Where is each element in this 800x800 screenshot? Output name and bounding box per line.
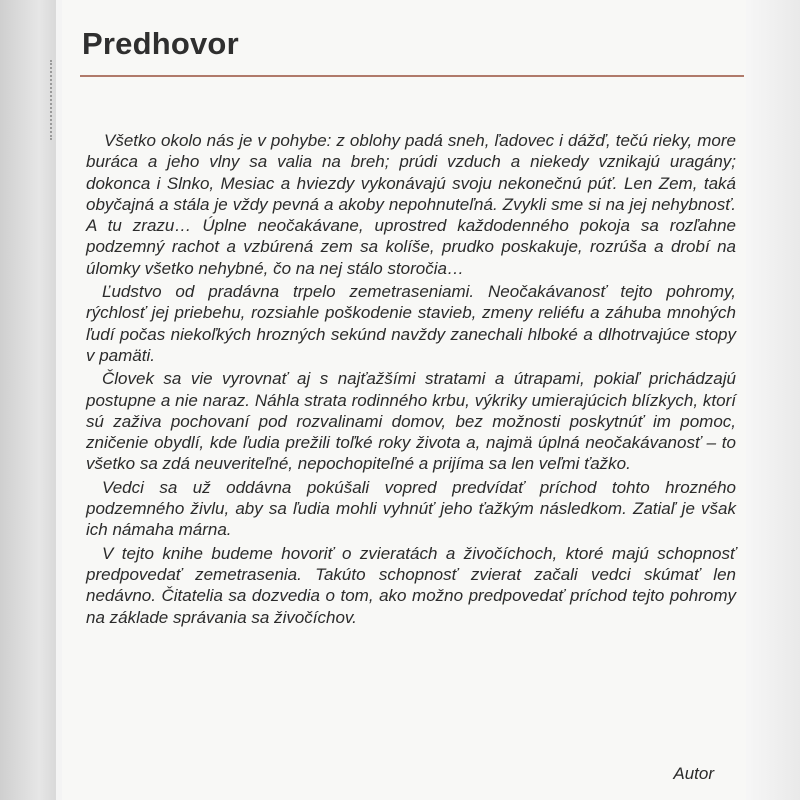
paragraph-1: Všetko okolo nás je v pohybe: z oblohy padá sneh, ľadovec i dážď, tečú rieky, more burácа a jeho vlny sa valia na breh; prúdi vzduch a niekedy vznikajú uragány; dokonca i Slnko, Mesiac a hviezdy vykonávajú svoju nekonečnú púť. Len Zem, taká obyčajná a stála je vždy pevná a akoby nepohnuteľná. Zvykli sme si na jej nehybnosť. A tu zrazu… Úplne neočakávane, uprostred každodenného pokoja sa rozľahne podzemný rachot a vzbúrená zem sa kolíše, prudko poskakuje, rozrúša a drobí na úlomky všetko nehybné, čo na nej stálo storočia… xyxy=(86,131,736,278)
page-margin-right xyxy=(744,0,800,800)
page-title: Predhovor xyxy=(82,26,239,61)
paragraph-3: Človek sa vie vyrovnať aj s najťažšími stratami a útrapami, pokiaľ prichádzajú postupne a nie naraz. Náhla strata rodinného krbu, výkriky umierajúcich blízkych, ktorí sú zaživa pochovaní pod rozvalinami domov, bez možnosti poskytnúť im pomoc, zničenie obydlí, kde ľudia prežili toľké roky života a, najmä úplná neočakávanosť – to všetko sa zdá neuveriteľné, nepochopiteľné a prijíma sa len veľmi ťažko. xyxy=(86,369,736,474)
paragraph-2: Ľudstvo od pradávna trpelo zemetraseniami. Neočakávanosť tejto pohromy, rýchlosť jej priebehu, rozsiahle poškodenie stavieb, zmeny reliéfu a záhuba mnohých ľudí počas niekoľkých hrozných sekúnd navždy zanechali hlboké a dlhotrvajúce stopy v pamäti. xyxy=(86,282,736,365)
title-underline xyxy=(80,75,744,77)
binding-marks xyxy=(50,60,60,140)
book-binding-edge xyxy=(0,0,56,800)
paragraph-4: Vedci sa už oddávna pokúšali vopred predvídať príchod tohto hrozného podzemného živlu, aby sa ľudia mohli vyhnúť jeho ťažkým následkom. Zatiaľ je však ich námaha márna. xyxy=(86,477,736,540)
book-page xyxy=(62,0,746,800)
preface-body xyxy=(86,130,736,630)
paragraph-5: V tejto knihe budeme hovoriť o zvieratách a živočíchoch, ktoré majú schopnosť predpovedať zemetrasenia. Takúto schopnosť zvierat začali vedci skúmať len nedávno. Čitatelia sa dozvedia o tom, ako možno predpovedať príchod tejto pohromy na základe správania sa živočíchov. xyxy=(86,543,736,627)
author-signature: Autor xyxy=(673,764,714,783)
